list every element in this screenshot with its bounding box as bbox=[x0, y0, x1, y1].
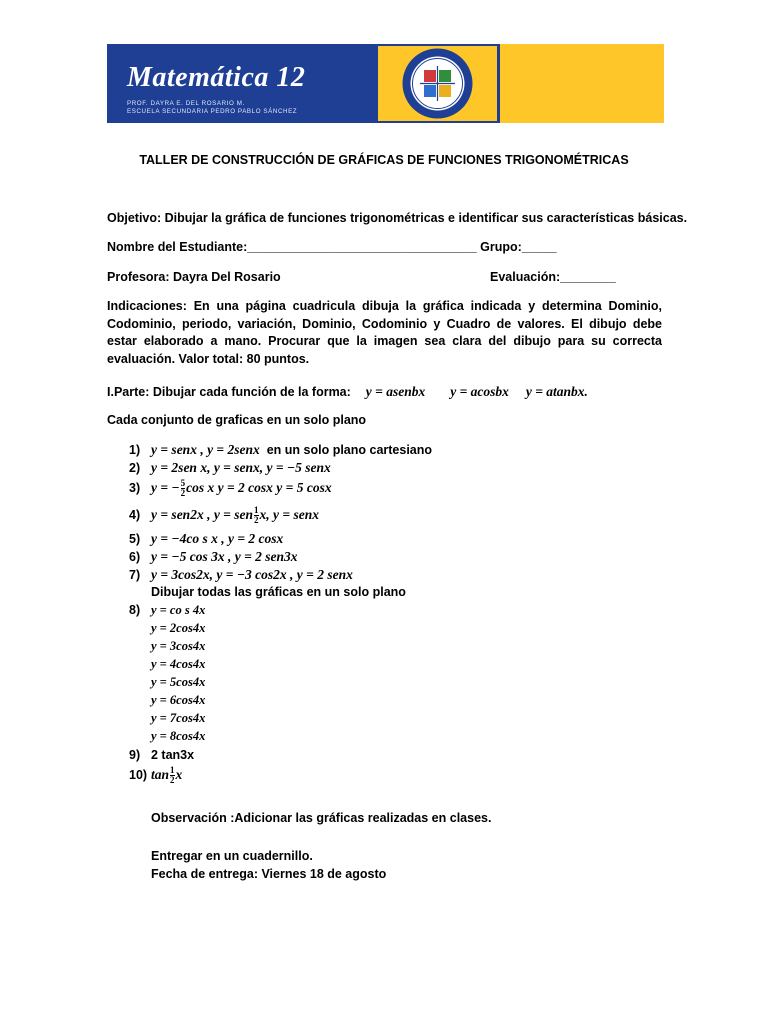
list-item bbox=[129, 748, 194, 762]
item-formula: y = 3cos2x, y = −3 cos2x , y = 2 senx bbox=[151, 567, 353, 582]
fraction-numerator: 5 bbox=[180, 478, 186, 488]
list-item bbox=[129, 442, 432, 458]
item-number: 5) bbox=[129, 532, 141, 546]
banner-subtitle-school: ESCUELA SECUNDARIA PEDRO PABLO SÁNCHEZ bbox=[127, 108, 298, 115]
item-number: 3) bbox=[129, 480, 141, 495]
item-formula-start: y = − bbox=[151, 479, 180, 495]
item7-note: Dibujar todas las gráficas en un solo plano bbox=[151, 585, 406, 599]
fraction bbox=[170, 766, 175, 785]
list-item bbox=[129, 567, 353, 583]
list-item bbox=[129, 506, 319, 525]
document-title: TALLER DE CONSTRUCCIÓN DE GRÁFICAS DE FUNCIONES TRIGONOMÉTRICAS bbox=[139, 153, 629, 167]
item-formula: y = −5 cos 3x , y = 2 sen3x bbox=[151, 549, 298, 564]
delivery-text: Entregar en un cuadernillo. bbox=[151, 849, 313, 863]
list-item bbox=[129, 479, 332, 498]
item-formula: y = senx , y = 2senx bbox=[151, 442, 260, 457]
item-number: 9) bbox=[129, 748, 141, 762]
item-number: 4) bbox=[129, 507, 141, 522]
part1-form-tangent: y = atanbx. bbox=[525, 384, 588, 399]
item-formula-end: x, y = senx bbox=[259, 506, 319, 522]
set-note: Cada conjunto de graficas en un solo plano bbox=[107, 413, 367, 427]
item8-line: y = 5cos4x bbox=[151, 675, 206, 689]
fraction bbox=[254, 506, 259, 525]
part1-form-sine: y = asenbx bbox=[365, 384, 426, 399]
item8-line: y = 7cos4x bbox=[151, 711, 206, 725]
item8-line: y = 6cos4x bbox=[151, 693, 206, 707]
item-number: 10) bbox=[129, 767, 148, 782]
observation-text: Observación :Adicionar las gráficas realizadas en clases. bbox=[151, 811, 492, 825]
list-item bbox=[129, 531, 283, 547]
evaluation-line: Evaluación:________ bbox=[490, 270, 616, 284]
item8-line: y = 3cos4x bbox=[151, 639, 206, 653]
item-formula: y = 2sen x, y = senx, y = −5 senx bbox=[151, 460, 331, 475]
banner-title: Matemática 12 bbox=[127, 62, 306, 93]
item-number: 6) bbox=[129, 550, 141, 564]
item-number: 8) bbox=[129, 603, 141, 617]
item8-line: y = 4cos4x bbox=[151, 657, 206, 671]
list-item bbox=[129, 549, 298, 565]
objective-text: Objetivo: Dibujar la gráfica de funciones trigonométricas e identificar sus características básicas. bbox=[107, 211, 688, 225]
item-formula: y = −4co s x , y = 2 cosx bbox=[151, 531, 284, 546]
item-formula: 2 tan3x bbox=[151, 748, 195, 762]
item-formula-end: x bbox=[175, 766, 183, 782]
teacher-line: Profesora: Dayra Del Rosario bbox=[107, 270, 281, 284]
list-item bbox=[129, 460, 331, 476]
fraction-numerator: 1 bbox=[254, 505, 259, 515]
item-number: 7) bbox=[129, 568, 141, 582]
item-formula-start: tan bbox=[151, 766, 170, 782]
banner-subtitle-teacher: PROF. DAYRA E. DEL ROSARIO M. bbox=[127, 100, 245, 107]
part1-form-cosine: y = acosbx bbox=[450, 384, 509, 399]
list-item bbox=[129, 766, 182, 785]
item8-line: y = 8cos4x bbox=[151, 729, 206, 743]
banner-accent bbox=[500, 44, 664, 123]
fraction bbox=[181, 479, 186, 498]
fraction-denominator: 2 bbox=[254, 515, 259, 525]
part1-label: I.Parte: Dibujar cada función de la forma: bbox=[107, 385, 351, 399]
item-number: 2) bbox=[129, 461, 141, 475]
fraction-denominator: 2 bbox=[180, 488, 186, 498]
item-number: 1) bbox=[129, 443, 141, 457]
school-seal-logo bbox=[378, 46, 497, 121]
item-formula-end: cos x y = 2 cosx y = 5 cosx bbox=[186, 479, 332, 495]
part1-heading bbox=[107, 384, 588, 400]
instructions-paragraph: Indicaciones: En una página cuadricula dibuja la gráfica indicada y determina Dominio, Codominio, periodo, variación, Dominio, Codominio y Cuadro de valores. El dibujo debe estar elaborado a mano. Procurar que la imagen sea clara del dibujo para su correcta evaluación. Valor total: 80 puntos. bbox=[107, 299, 662, 366]
fraction-denominator: 2 bbox=[170, 775, 175, 785]
item8-line: y = co s 4x bbox=[151, 603, 206, 617]
due-date-text: Fecha de entrega: Viernes 18 de agosto bbox=[151, 867, 387, 881]
fraction-numerator: 1 bbox=[170, 765, 175, 775]
item-formula-start: y = sen2x , y = sen bbox=[151, 506, 254, 522]
header-banner bbox=[107, 44, 664, 123]
item-note: en un solo plano cartesiano bbox=[266, 443, 433, 457]
item8-line: y = 2cos4x bbox=[151, 621, 206, 635]
student-name-line: Nombre del Estudiante:_________________________________ Grupo:_____ bbox=[107, 240, 557, 254]
item-8-label bbox=[129, 603, 151, 617]
